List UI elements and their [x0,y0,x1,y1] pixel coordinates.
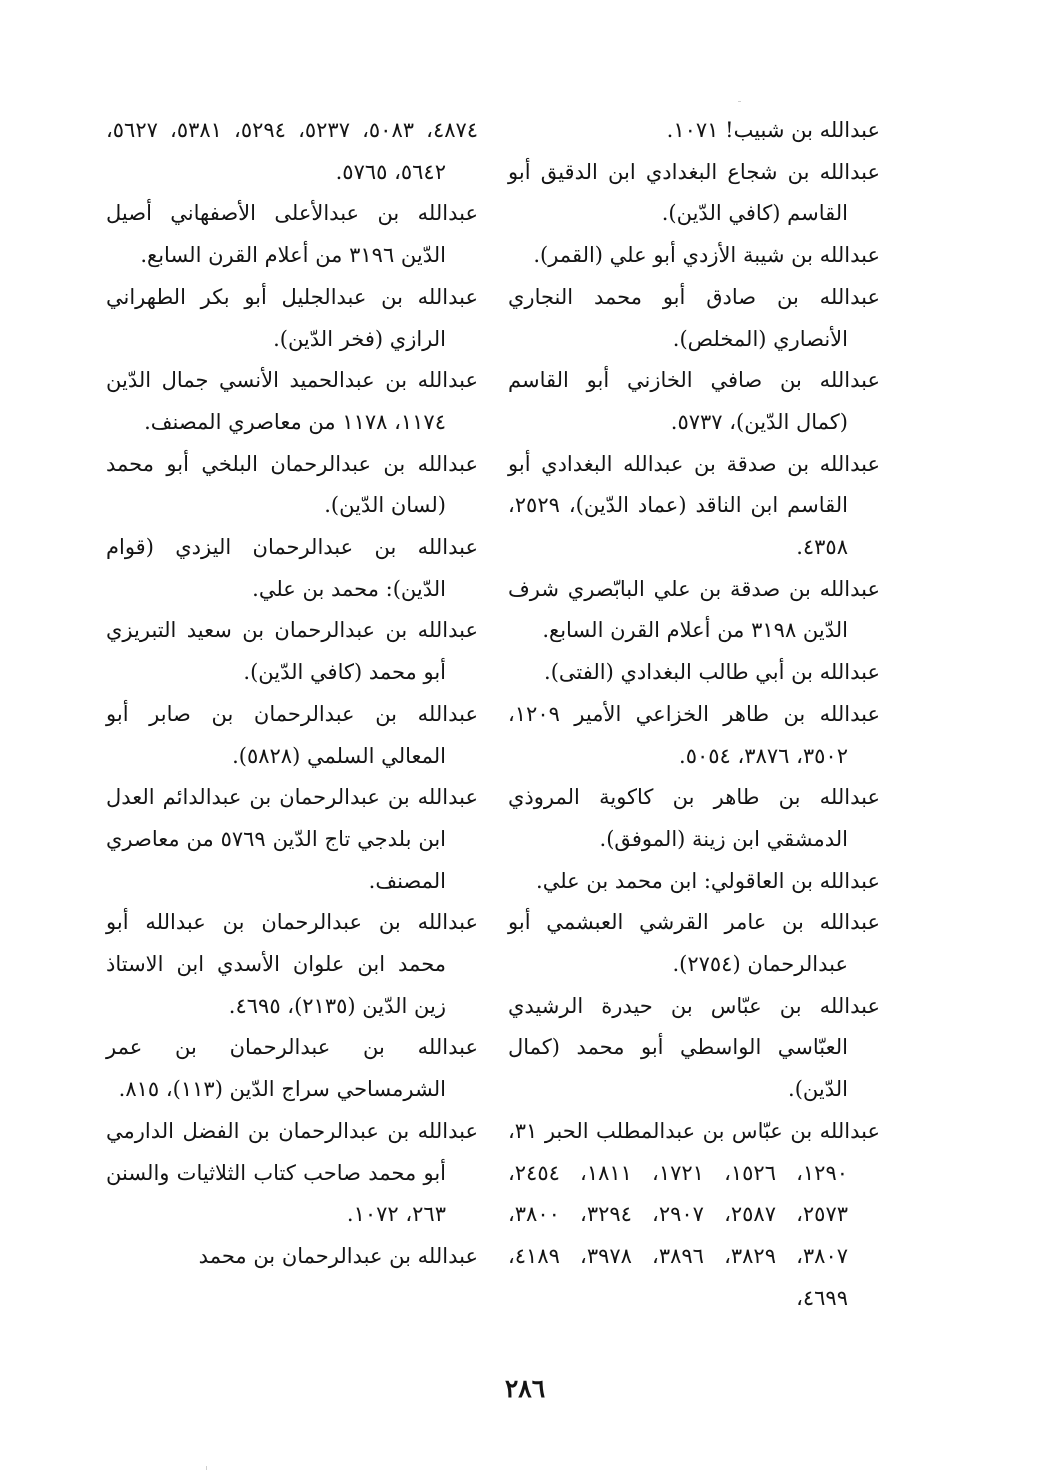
index-column-left [106,110,478,1278]
index-entry: عبدالله بن شجاع البغدادي ابن الدقيق أبو القاسم (كافي الدّين). [508,159,880,226]
index-entry: عبدالله بن صادق أبو محمد النجاري الأنصاري (المخلص). [508,284,880,351]
index-entry: عبدالله بن طاهر بن كاكوية المروذي الدمشقي ابن زينة (الموفق). [508,785,880,851]
index-entry: عبدالله بن عبدالرحمان البلخي أبو محمد (لسان الدّين). [106,451,478,518]
index-entry: عبدالله بن عبدالجليل أبو بكر الطهراني الرازي (فخر الدّين). [106,284,478,351]
index-entry: عبدالله بن عامر القرشي العبشمي أبو عبدالرحمان (٢٧٥٤). [508,910,880,977]
index-entry: عبدالله بن عبدالرحمان بن محمد [198,1243,478,1268]
index-entry: عبدالله بن عبّاس بن عبدالمطلب الحبر ٣١، ١٢٩٠، ١٥٢٦، ١٧٢١، ١٨١١، ٢٤٥٤، ٢٥٧٣، ٢٥٨٧، ٢٩٠٧، ٣٢٩٤، ٣٨٠٠، ٣٨٠٧، ٣٨٢٩، ٣٨٩٦، ٣٩٧٨، ٤١٨٩، ٤٦٩٩، [508,1118,880,1310]
index-entry: عبدالله بن شيبة الأزدي أبو علي (القمر). [533,243,880,268]
scan-mark-bottom [206,1466,207,1470]
index-column-right [508,110,880,1319]
index-entry: عبدالله بن العاقولي: ابن محمد بن علي. [536,868,880,893]
index-entry: عبدالله بن عبدالرحمان اليزدي (قوام الدّين): محمد بن علي. [106,535,478,601]
index-entry: عبدالله بن عبدالأعلى الأصفهاني أصيل الدّين ٣١٩٦ من أعلام القرن السابع. [106,201,478,268]
index-entry: عبدالله بن عبدالرحمان بن عبدالدائم العدل ابن بلدجي تاج الدّين ٥٧٦٩ من معاصري المصنف. [106,785,478,893]
index-entry: عبدالله بن صدقة بن علي البابّصري شرف الدّين ٣١٩٨ من أعلام القرن السابع. [508,576,880,643]
index-entry: عبدالله بن عبدالحميد الأنسي جمال الدّين ١١٧٤، ١١٧٨ من معاصري المصنف. [106,368,478,434]
page-number: ٢٨٦ [504,1374,546,1403]
index-entry: عبدالله بن عبدالرحمان بن صابر أبو المعالي السلمي (٥٨٢٨). [106,701,478,768]
index-entry: عبدالله بن عبّاس بن حيدرة الرشيدي العبّاسي الواسطي أبو محمد (كمال الدّين). [508,993,880,1102]
index-entry: عبدالله بن أبي طالب البغدادي (الفتى). [544,660,880,685]
index-entry: عبدالله بن عبدالرحمان بن سعيد التبريزي أبو محمد (كافي الدّين). [106,618,478,685]
index-entry: عبدالله بن شبيب! ١٠٧١. [666,118,880,142]
index-entry: عبدالله بن عبدالرحمان بن عبدالله أبو محمد ابن علوان الأسدي ابن الاستاذ زين الدّين (٢١٣٥)، ٤٦٩٥. [106,910,478,1018]
scan-mark-top [738,101,741,102]
index-entry: عبدالله بن عبدالرحمان بن عمر الشرمساحي سراج الدّين (١١٣)، ٨١٥. [106,1035,478,1102]
index-entry: عبدالله بن طاهر الخزاعي الأمير ١٢٠٩، ٣٥٠٢، ٣٨٧٦، ٥٠٥٤. [508,701,880,768]
index-entry: عبدالله بن صدقة بن عبدالله البغدادي أبو القاسم ابن الناقد (عماد الدّين)، ٢٥٢٩، ٤٣٥٨. [508,451,880,560]
index-entry: ٤٨٧٤، ٥٠٨٣، ٥٢٣٧، ٥٢٩٤، ٥٣٨١، ٥٦٢٧، ٥٦٤٢، ٥٧٦٥. [106,118,479,184]
index-entry: عبدالله بن عبدالرحمان بن الفضل الدارمي أبو محمد صاحب كتاب الثلاثيات والسنن ٢٦٣، ١٠٧٢. [106,1118,478,1227]
index-entry: عبدالله بن صافي الخازني أبو القاسم (كمال الدّين)، ٥٧٣٧. [508,368,880,434]
